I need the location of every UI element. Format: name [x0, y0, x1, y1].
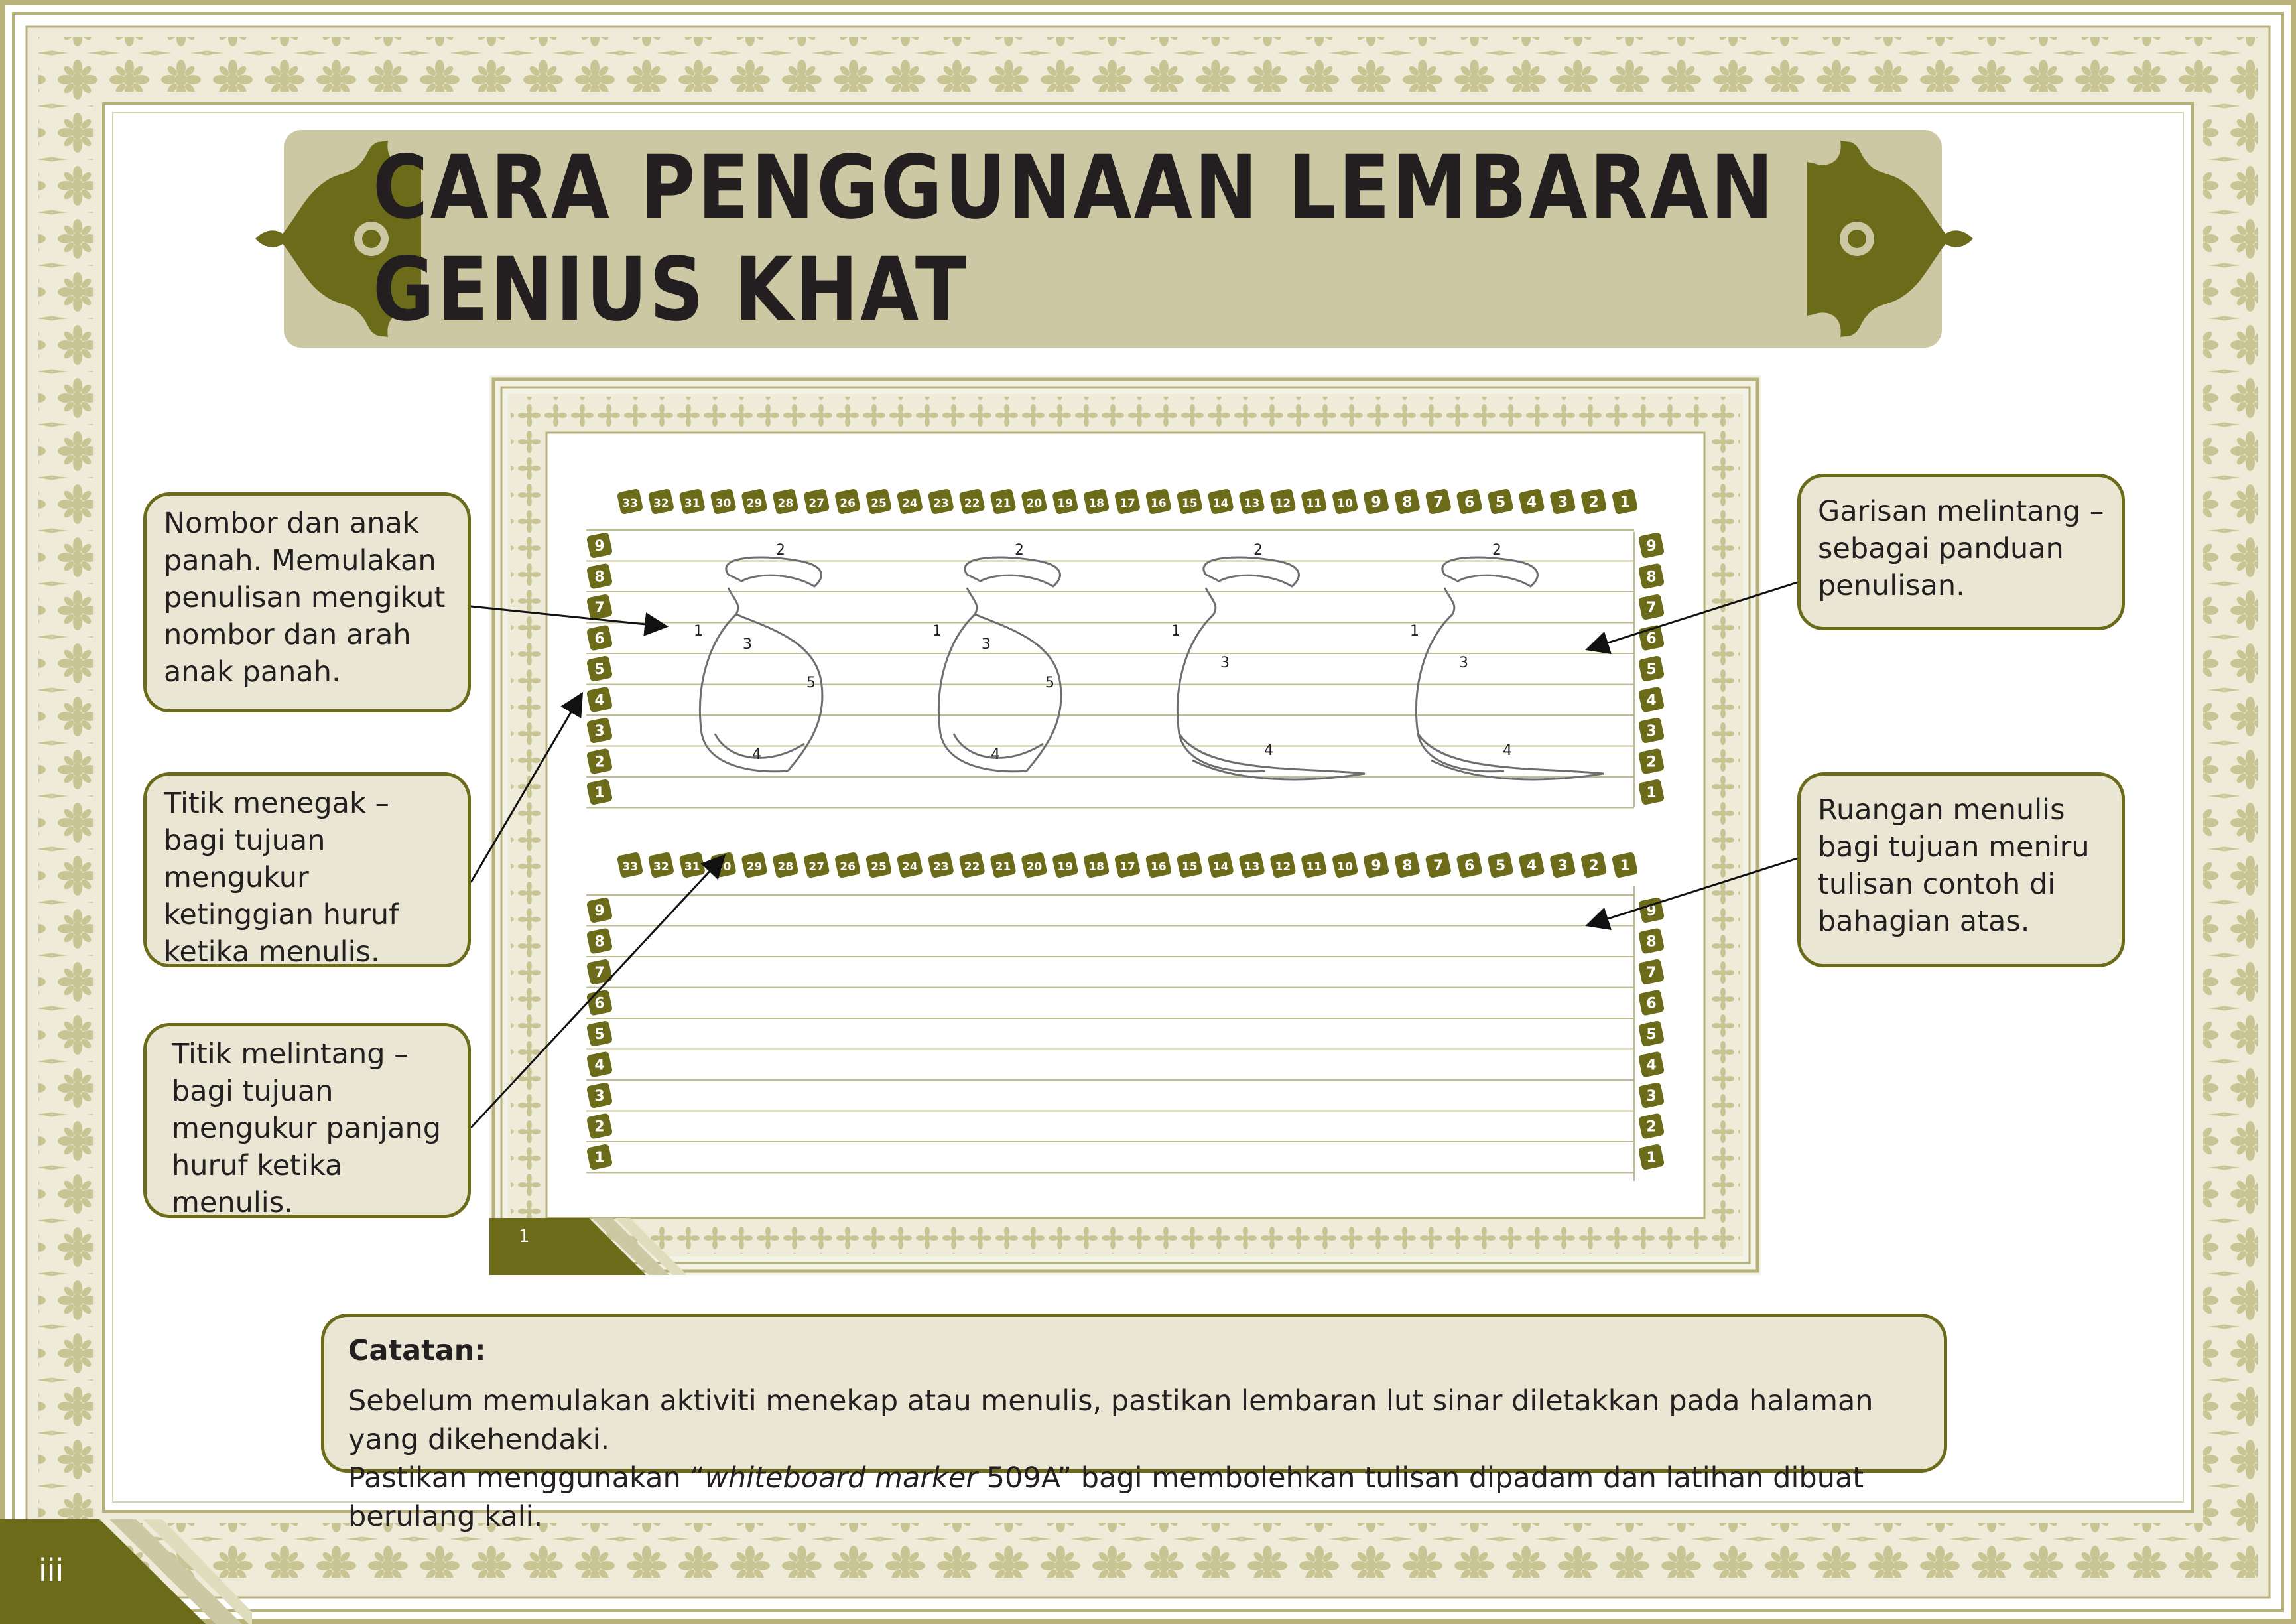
- row-marker-left-bottom: [586, 1020, 613, 1047]
- column-marker-top: [1114, 488, 1141, 515]
- row-marker-right-bottom: [1638, 989, 1665, 1016]
- row-marker-right-bottom: [1638, 1082, 1665, 1109]
- row-marker-left-bottom-label: 8: [594, 933, 605, 951]
- row-marker-right-bottom-label: 9: [1646, 903, 1657, 919]
- stroke-number-label: 1: [1410, 623, 1419, 640]
- row-marker-right-top: [1638, 563, 1665, 589]
- column-marker-top-label: 13: [1244, 497, 1260, 510]
- column-marker-top-label: 28: [777, 497, 794, 510]
- column-marker-bottom-label: 18: [1088, 860, 1104, 874]
- column-marker-bottom: [1207, 852, 1234, 878]
- column-marker-bottom: [1301, 852, 1327, 878]
- row-marker-left-bottom-label: 2: [594, 1118, 605, 1136]
- row-marker-right-bottom: [1638, 1113, 1665, 1139]
- stroke-number-label: 2: [1015, 542, 1024, 559]
- note-title: Catatan:: [348, 1334, 486, 1367]
- stroke-number-label: 2: [1253, 542, 1263, 559]
- page-number: iii: [38, 1552, 64, 1588]
- row-marker-right-bottom: [1638, 927, 1665, 954]
- column-marker-bottom: [958, 852, 985, 878]
- column-marker-top-label: 20: [1026, 497, 1043, 510]
- callout-vertical-dots: Titik menegak – bagi tujuan mengukur ketinggian huruf ketika menulis.: [143, 772, 471, 967]
- column-marker-top-label: 15: [1181, 497, 1198, 510]
- column-marker-bottom: [834, 852, 861, 878]
- row-marker-right-top-label: 8: [1646, 569, 1657, 586]
- column-marker-top: [1456, 488, 1482, 515]
- row-marker-right-top: [1638, 594, 1665, 620]
- column-marker-top: [741, 488, 767, 515]
- column-marker-top: [1177, 488, 1203, 515]
- column-marker-bottom-label: 17: [1119, 860, 1135, 874]
- column-marker-bottom-label: 32: [653, 860, 669, 874]
- column-marker-top-label: 29: [746, 497, 763, 510]
- row-marker-left-bottom: [586, 1144, 613, 1170]
- row-marker-left-bottom-label: 7: [594, 965, 605, 981]
- column-marker-top-label: 18: [1088, 497, 1104, 510]
- column-marker-top-label: 5: [1495, 494, 1506, 511]
- row-marker-left-top-label: 1: [594, 785, 605, 801]
- column-marker-bottom-label: 19: [1057, 860, 1074, 874]
- column-marker-top-label: 2: [1588, 494, 1599, 511]
- column-marker-bottom: [1177, 852, 1203, 878]
- row-marker-right-bottom-label: 7: [1646, 965, 1657, 981]
- column-marker-bottom: [928, 852, 954, 878]
- column-marker-top-label: 8: [1402, 494, 1413, 511]
- row-marker-left-bottom: [586, 1051, 613, 1077]
- stroke-number-label: 3: [1220, 655, 1230, 671]
- worksheet-illustration: [489, 375, 1761, 1275]
- row-marker-left-top: [586, 655, 613, 682]
- note-line-2-italic: whiteboard marker: [704, 1461, 978, 1495]
- column-marker-top-label: 16: [1151, 497, 1167, 510]
- row-marker-left-bottom-label: 5: [594, 1026, 605, 1043]
- column-marker-bottom-label: 15: [1181, 860, 1198, 874]
- title-banner: [252, 130, 1976, 348]
- column-marker-bottom: [1332, 852, 1358, 878]
- row-marker-right-top: [1638, 532, 1665, 559]
- row-marker-right-bottom-label: 3: [1646, 1088, 1657, 1105]
- column-marker-top-label: 32: [653, 497, 669, 510]
- column-marker-bottom: [1114, 852, 1141, 878]
- row-marker-left-top-label: 5: [594, 661, 605, 678]
- column-marker-top: [897, 488, 923, 515]
- column-marker-top: [1363, 488, 1389, 515]
- column-marker-top-label: 23: [932, 497, 949, 510]
- column-marker-top: [1332, 488, 1358, 515]
- column-marker-top-label: 7: [1433, 494, 1444, 511]
- column-marker-bottom-label: 7: [1433, 858, 1444, 874]
- row-marker-left-bottom: [586, 897, 613, 923]
- column-marker-top: [1487, 488, 1513, 515]
- column-marker-top: [834, 488, 861, 515]
- row-marker-right-bottom: [1638, 897, 1665, 923]
- column-marker-bottom: [989, 852, 1016, 878]
- column-marker-bottom-label: 28: [777, 860, 794, 874]
- stroke-number-label: 3: [1459, 655, 1468, 671]
- row-marker-left-top-label: 7: [594, 600, 605, 616]
- row-marker-right-bottom-label: 4: [1646, 1057, 1657, 1074]
- column-marker-top: [1238, 488, 1265, 515]
- row-marker-left-bottom-label: 4: [594, 1057, 605, 1074]
- column-marker-bottom-label: 27: [808, 860, 825, 874]
- column-marker-bottom: [1394, 852, 1421, 878]
- column-marker-top: [1052, 488, 1078, 515]
- column-marker-top-label: 9: [1371, 494, 1381, 511]
- column-marker-bottom-label: 13: [1244, 860, 1260, 874]
- column-marker-top: [1549, 488, 1576, 515]
- column-marker-top-label: 21: [995, 497, 1011, 510]
- row-marker-right-top: [1638, 686, 1665, 712]
- row-marker-left-bottom: [586, 1082, 613, 1109]
- column-marker-top-label: 12: [1275, 497, 1291, 510]
- row-marker-left-bottom-label: 1: [594, 1150, 605, 1166]
- column-marker-bottom-label: 12: [1275, 860, 1291, 874]
- row-marker-left-top-label: 6: [594, 630, 605, 647]
- column-marker-bottom: [617, 852, 643, 878]
- column-marker-bottom-label: 26: [840, 860, 856, 874]
- column-marker-bottom: [897, 852, 923, 878]
- column-marker-top-label: 25: [871, 497, 887, 510]
- row-marker-left-top: [586, 532, 613, 559]
- stroke-number-label: 1: [932, 623, 942, 640]
- row-marker-right-bottom: [1638, 1020, 1665, 1047]
- column-marker-bottom-label: 10: [1337, 860, 1353, 874]
- column-marker-bottom: [741, 852, 767, 878]
- note-line-2: [348, 1459, 1920, 1536]
- column-marker-top-label: 19: [1057, 497, 1074, 510]
- column-marker-top: [1083, 488, 1110, 515]
- column-marker-top: [648, 488, 674, 515]
- column-marker-bottom: [1518, 852, 1545, 878]
- column-marker-top-label: 3: [1557, 494, 1568, 511]
- row-marker-left-top-label: 2: [594, 754, 605, 771]
- row-marker-left-bottom: [586, 927, 613, 954]
- column-marker-bottom: [803, 852, 830, 878]
- row-marker-left-bottom-label: 3: [594, 1088, 605, 1105]
- column-marker-bottom-label: 24: [902, 860, 918, 874]
- column-marker-bottom-label: 1: [1620, 858, 1630, 874]
- column-marker-bottom: [1083, 852, 1110, 878]
- column-marker-bottom-label: 30: [715, 860, 732, 874]
- callout-guide-lines: Garisan melintang – sebagai panduan penulisan.: [1797, 474, 2125, 630]
- column-marker-top: [1425, 488, 1452, 515]
- column-marker-bottom-label: 8: [1402, 858, 1413, 874]
- column-marker-top-label: 26: [840, 497, 856, 510]
- column-marker-top: [1518, 488, 1545, 515]
- stroke-number-label: 4: [752, 746, 761, 763]
- column-marker-bottom-label: 22: [964, 860, 980, 874]
- column-marker-top: [928, 488, 954, 515]
- column-marker-top: [865, 488, 892, 515]
- column-marker-top-label: 4: [1526, 494, 1537, 511]
- row-marker-right-bottom-label: 2: [1646, 1118, 1657, 1136]
- row-marker-right-bottom-label: 8: [1646, 933, 1657, 951]
- column-marker-bottom: [1269, 852, 1296, 878]
- column-marker-bottom-label: 20: [1026, 860, 1043, 874]
- column-marker-bottom: [1612, 852, 1638, 878]
- stroke-number-label: 2: [1492, 542, 1501, 559]
- column-marker-bottom-label: 25: [871, 860, 887, 874]
- column-marker-bottom: [1580, 852, 1607, 878]
- column-marker-bottom-label: 33: [622, 860, 638, 874]
- row-marker-left-top: [586, 594, 613, 620]
- column-marker-bottom-label: 14: [1212, 860, 1229, 874]
- column-marker-bottom: [1549, 852, 1576, 878]
- column-marker-top-label: 6: [1464, 494, 1475, 511]
- column-marker-bottom: [648, 852, 674, 878]
- stroke-number-label: 2: [776, 542, 785, 559]
- column-marker-bottom: [1363, 852, 1389, 878]
- row-marker-left-top: [586, 717, 613, 744]
- row-marker-right-bottom-label: 1: [1646, 1150, 1657, 1166]
- row-marker-left-bottom: [586, 989, 613, 1016]
- column-marker-top: [1021, 488, 1047, 515]
- row-marker-right-top-label: 7: [1646, 600, 1657, 616]
- stroke-number-label: 5: [806, 675, 816, 691]
- row-marker-left-bottom-label: 6: [594, 995, 605, 1012]
- row-marker-right-bottom: [1638, 959, 1665, 985]
- stroke-number-label: 1: [694, 623, 703, 640]
- column-marker-bottom-label: 11: [1306, 860, 1322, 874]
- row-marker-right-top: [1638, 624, 1665, 651]
- column-marker-top: [1207, 488, 1234, 515]
- column-marker-bottom-label: 5: [1495, 858, 1506, 874]
- column-marker-bottom-label: 31: [684, 860, 700, 874]
- column-marker-top-label: 11: [1306, 497, 1322, 510]
- column-marker-top-label: 14: [1212, 497, 1229, 510]
- column-marker-bottom: [1021, 852, 1047, 878]
- column-marker-bottom: [1145, 852, 1172, 878]
- row-marker-right-bottom: [1638, 1144, 1665, 1170]
- column-marker-bottom: [1425, 852, 1452, 878]
- column-marker-bottom-label: 29: [746, 860, 763, 874]
- column-marker-bottom: [1052, 852, 1078, 878]
- column-marker-bottom-label: 6: [1464, 858, 1475, 874]
- row-marker-left-top: [586, 748, 613, 774]
- column-marker-top: [1301, 488, 1327, 515]
- row-marker-left-bottom: [586, 959, 613, 985]
- row-marker-right-top: [1638, 748, 1665, 774]
- column-marker-top: [710, 488, 736, 515]
- stroke-number-label: 1: [1171, 623, 1180, 640]
- page-title: CARA PENGGUNAAN LEMBARAN GENIUS KHAT: [373, 137, 1776, 341]
- callout-horizontal-dots: Titik melintang – bagi tujuan mengukur panjang huruf ketika menulis.: [143, 1023, 471, 1218]
- row-marker-right-top: [1638, 717, 1665, 744]
- column-marker-bottom-label: 4: [1526, 858, 1537, 874]
- row-marker-left-top: [586, 779, 613, 805]
- column-marker-bottom: [710, 852, 736, 878]
- column-marker-top: [958, 488, 985, 515]
- row-marker-left-top-label: 4: [594, 692, 605, 709]
- column-marker-top: [1394, 488, 1421, 515]
- column-marker-top-label: 27: [808, 497, 825, 510]
- column-marker-top: [772, 488, 798, 515]
- column-marker-top-label: 24: [902, 497, 918, 510]
- row-marker-right-top-label: 4: [1646, 692, 1657, 709]
- column-marker-bottom-label: 3: [1557, 858, 1568, 874]
- callout-numbers-arrows: Nombor dan anak panah. Memulakan penulisan mengikut nombor dan arah anak panah.: [143, 492, 471, 712]
- column-marker-bottom: [679, 852, 706, 878]
- column-marker-top: [989, 488, 1016, 515]
- column-marker-top-label: 31: [684, 497, 700, 510]
- column-marker-top: [617, 488, 643, 515]
- stroke-number-label: 3: [982, 636, 991, 653]
- column-marker-bottom-label: 9: [1371, 858, 1381, 874]
- column-marker-bottom: [865, 852, 892, 878]
- page-corner-tab: [0, 1519, 252, 1624]
- column-marker-top: [679, 488, 706, 515]
- note-line-2-end: 509A” bagi membolehkan tulisan dipadam dan latihan dibuat berulang kali.: [348, 1461, 1864, 1533]
- column-marker-bottom-label: 2: [1588, 858, 1599, 874]
- column-marker-bottom-label: 23: [932, 860, 949, 874]
- row-marker-right-top-label: 2: [1646, 754, 1657, 771]
- column-marker-bottom: [1487, 852, 1513, 878]
- note-line-2-start: Pastikan menggunakan “: [348, 1461, 705, 1495]
- column-marker-bottom: [1238, 852, 1265, 878]
- column-marker-top-label: 10: [1337, 497, 1353, 510]
- column-marker-top: [803, 488, 830, 515]
- column-marker-bottom: [1456, 852, 1482, 878]
- row-marker-right-top: [1638, 779, 1665, 805]
- row-marker-right-top-label: 3: [1646, 723, 1657, 740]
- row-marker-right-top-label: 9: [1646, 538, 1657, 555]
- column-marker-top-label: 30: [715, 497, 732, 510]
- row-marker-left-top: [586, 563, 613, 589]
- stroke-number-label: 4: [1264, 742, 1273, 759]
- row-marker-left-top-label: 3: [594, 723, 605, 740]
- column-marker-bottom: [772, 852, 798, 878]
- column-marker-top-label: 22: [964, 497, 980, 510]
- column-marker-top: [1145, 488, 1172, 515]
- stroke-number-label: 3: [743, 636, 752, 653]
- note-box: [321, 1314, 1947, 1533]
- stroke-number-label: 5: [1045, 675, 1054, 691]
- row-marker-right-top-label: 1: [1646, 785, 1657, 801]
- row-marker-right-top-label: 6: [1646, 630, 1657, 647]
- sheet-page-number: 1: [519, 1227, 530, 1247]
- column-marker-top: [1269, 488, 1296, 515]
- column-marker-bottom-label: 21: [995, 860, 1011, 874]
- row-marker-left-top: [586, 624, 613, 651]
- stroke-number-label: 4: [1503, 742, 1512, 759]
- row-marker-left-bottom-label: 9: [594, 903, 605, 919]
- stroke-number-label: 4: [991, 746, 1000, 763]
- column-marker-top: [1612, 488, 1638, 515]
- row-marker-left-top-label: 8: [594, 569, 605, 586]
- row-marker-right-top: [1638, 655, 1665, 682]
- row-marker-right-top-label: 5: [1646, 661, 1657, 678]
- row-marker-right-bottom-label: 5: [1646, 1026, 1657, 1043]
- column-marker-top-label: 1: [1620, 494, 1630, 511]
- column-marker-top-label: 33: [622, 497, 638, 510]
- column-marker-top: [1580, 488, 1607, 515]
- column-marker-top-label: 17: [1119, 497, 1135, 510]
- column-marker-bottom-label: 16: [1151, 860, 1167, 874]
- row-marker-right-bottom: [1638, 1051, 1665, 1077]
- note-line-1: Sebelum memulakan aktiviti menekap atau menulis, pastikan lembaran lut sinar diletakkan pada halaman yang dikehendaki.: [348, 1385, 1874, 1456]
- row-marker-left-bottom: [586, 1113, 613, 1139]
- row-marker-left-top: [586, 686, 613, 712]
- row-marker-right-bottom-label: 6: [1646, 995, 1657, 1012]
- callout-writing-space: Ruangan menulis bagi tujuan meniru tulisan contoh di bahagian atas.: [1797, 772, 2125, 967]
- row-marker-left-top-label: 9: [594, 538, 605, 555]
